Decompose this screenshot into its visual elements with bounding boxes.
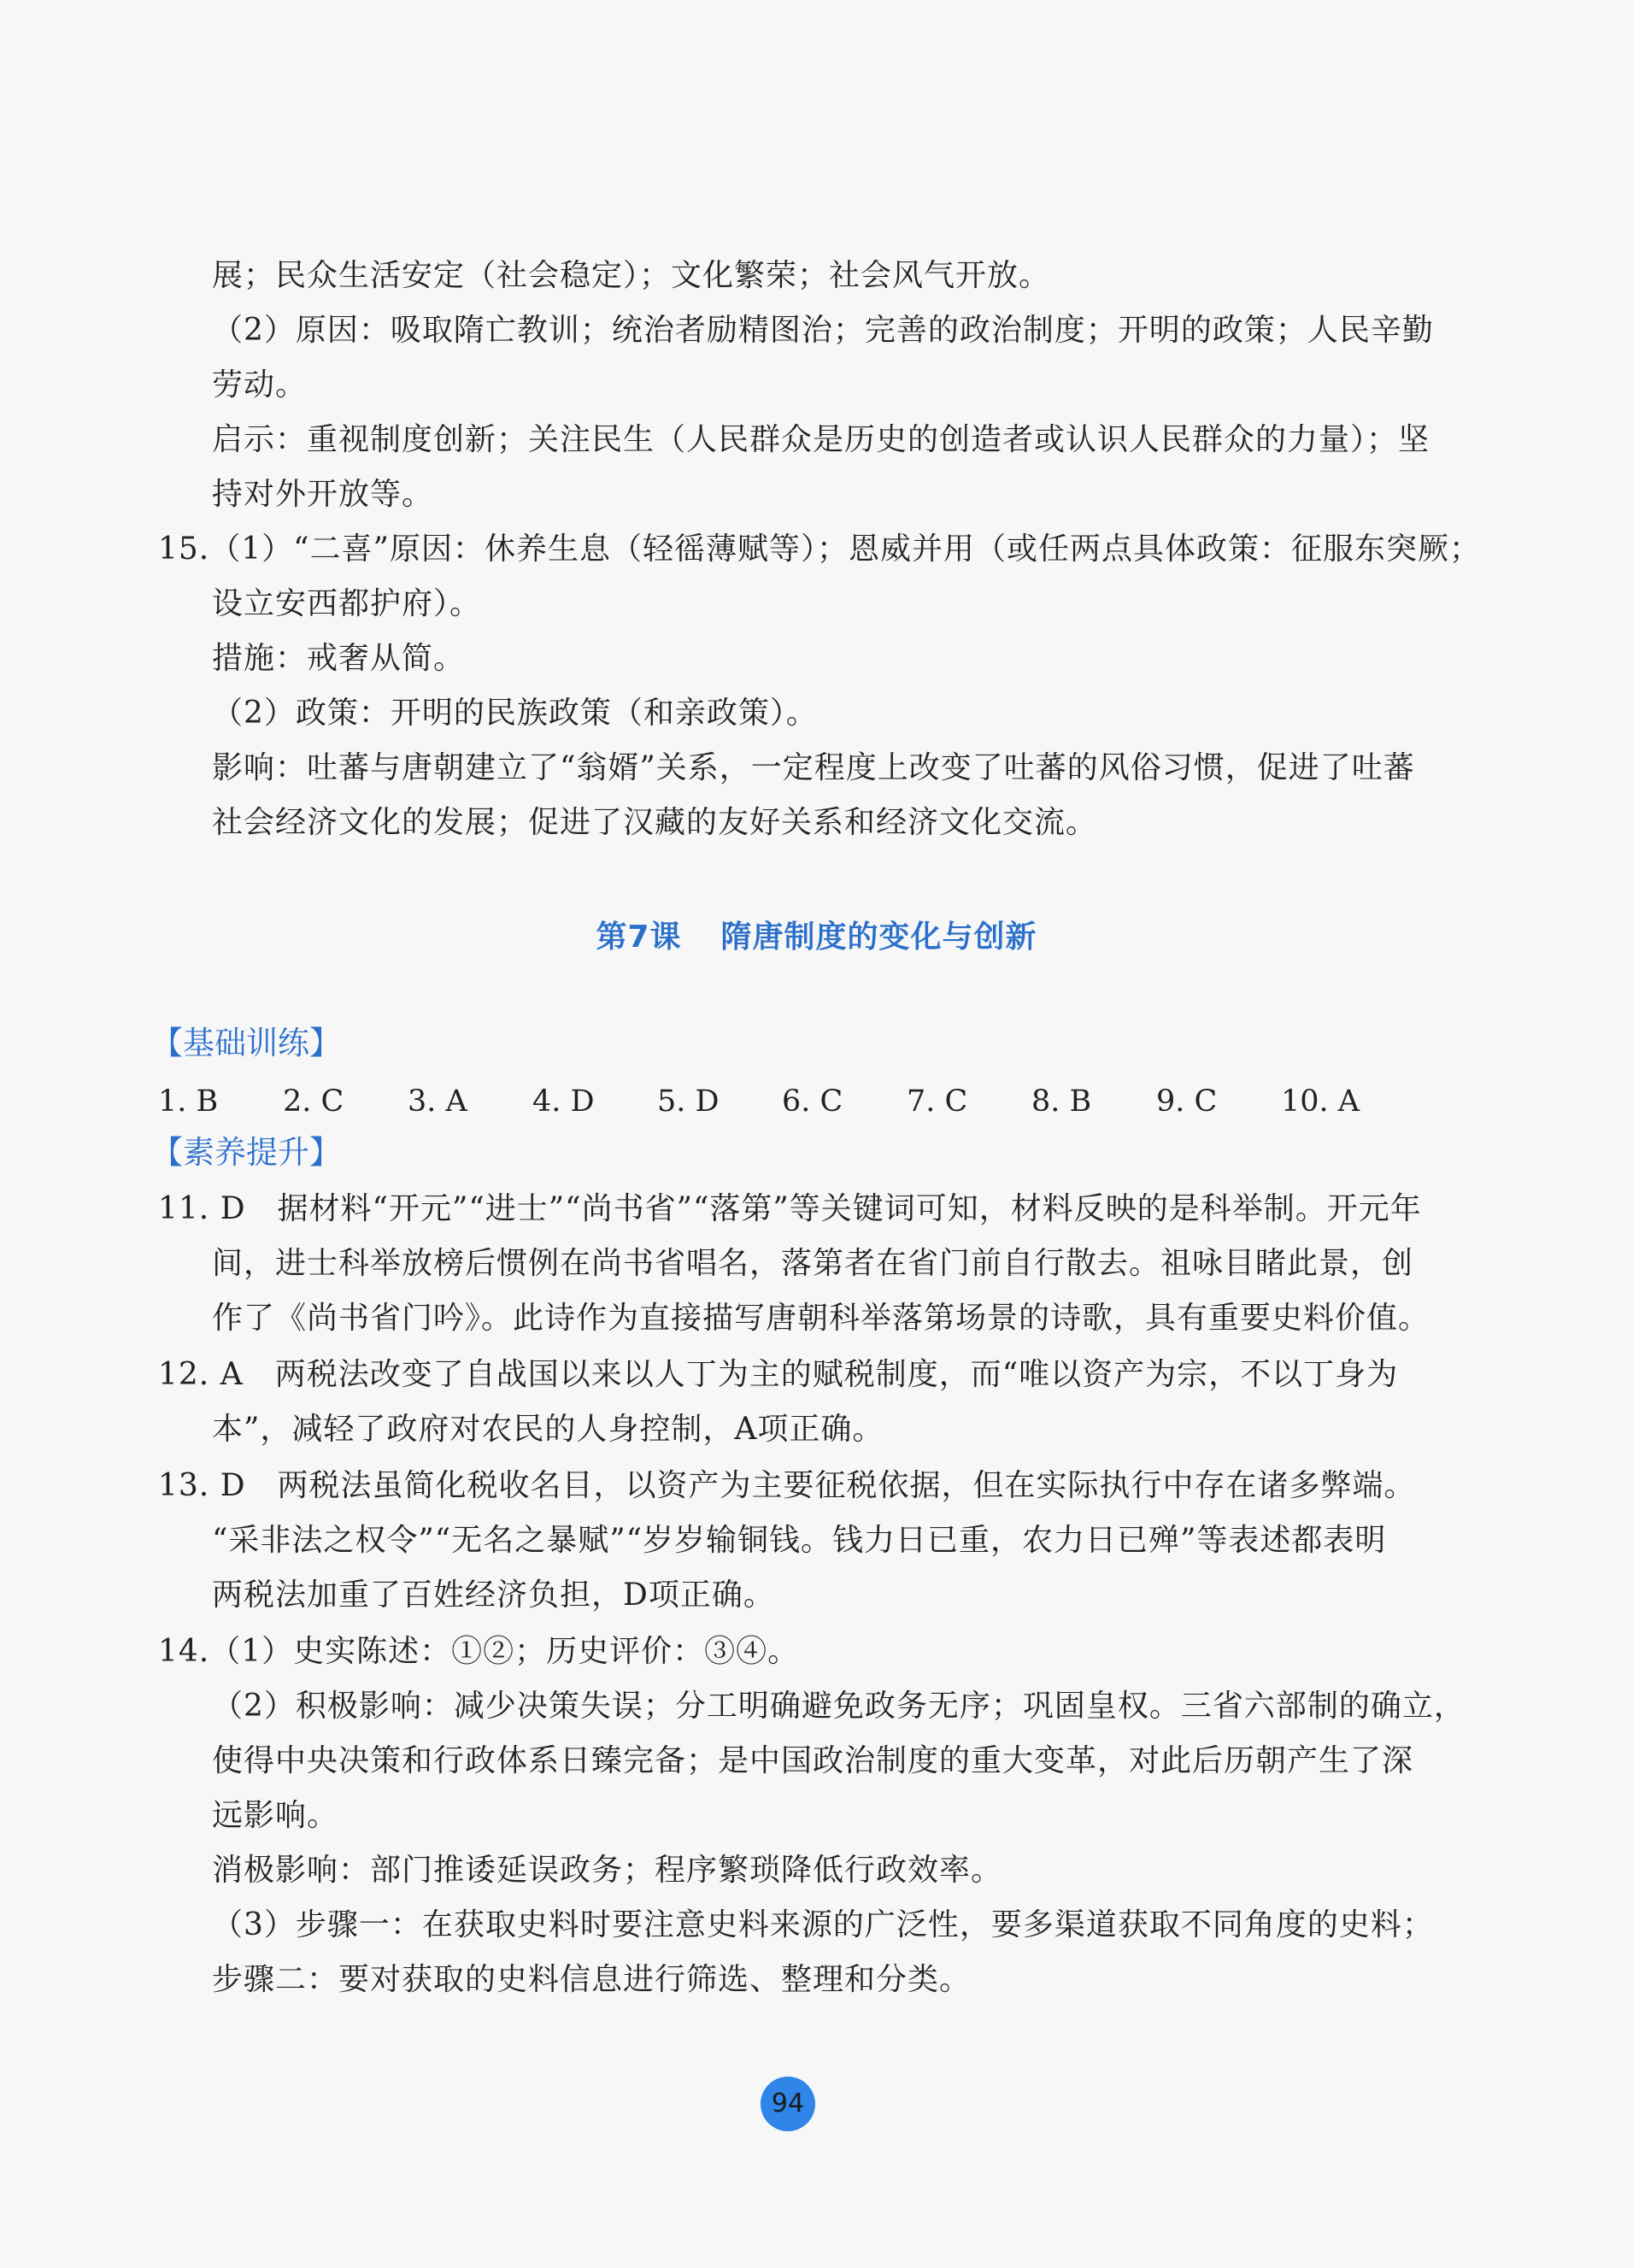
question-14-line: （2）积极影响：减少决策失误；分工明确避免政务无序；巩固皇权。三省六部制的确立， — [212, 1689, 1466, 1724]
answer-item: 9. C — [1156, 1084, 1218, 1119]
question-14-line: 远影响。 — [212, 1798, 339, 1833]
text-line: 劳动。 — [212, 367, 308, 402]
question-14-line: （3）步骤一：在获取史料时要注意史料来源的广泛性，要多渠道获取不同角度的史料； — [212, 1907, 1434, 1942]
lesson-title — [0, 913, 1633, 956]
answer-item: 3. A — [408, 1084, 467, 1119]
question-14-line: 消极影响：部门推诿延误政务；程序繁琐降低行政效率。 — [212, 1853, 1003, 1888]
text-line: 启示：重视制度创新；关注民生（人民群众是历史的创造者或认识人民群众的力量）；坚 — [212, 422, 1430, 457]
question-15-line: 社会经济文化的发展；促进了汉藏的友好关系和经济文化交流。 — [212, 805, 1098, 840]
question-11-line: 作了《尚书省门吟》。此诗作为直接描写唐朝科举落第场景的诗歌，具有重要史料价值。 — [212, 1301, 1430, 1336]
question-15-line: 设立安西都护府）。 — [212, 586, 482, 621]
lesson-number: 第7课 — [596, 920, 682, 955]
question-13-line: 两税法加重了百姓经济负担，D项正确。 — [212, 1578, 775, 1613]
lesson-name: 隋唐制度的变化与创新 — [720, 920, 1037, 955]
question-15-line: 15.（1）“二喜”原因：休养生息（轻徭薄赋等）；恩威并用（或任两点具体政策：征服东突厥； — [158, 532, 1481, 567]
question-14-line: 使得中央决策和行政体系日臻完备；是中国政治制度的重大变革，对此后历朝产生了深 — [212, 1743, 1414, 1778]
question-13-line: “采非法之权令”“无名之暴赋”“岁岁输铜钱。钱力日已重，农力日已殚”等表述都表明 — [212, 1523, 1387, 1558]
answer-item: 6. C — [782, 1084, 843, 1119]
answer-item: 1. B — [158, 1084, 219, 1119]
page-number-badge: 94 — [761, 2077, 815, 2131]
question-14-line: 14.（1）史实陈述：①②；历史评价：③④。 — [158, 1634, 800, 1669]
section-heading-basic: 【基础训练】 — [151, 1025, 341, 1061]
question-14-line: 步骤二：要对获取的史料信息进行筛选、整理和分类。 — [212, 1962, 972, 1997]
text-line: 持对外开放等。 — [212, 477, 434, 512]
question-15-line: 影响：吐蕃与唐朝建立了“翁婿”关系，一定程度上改变了吐蕃的风俗习惯，促进了吐蕃 — [212, 750, 1415, 785]
question-12-line: 本”，减轻了政府对农民的人身控制，A项正确。 — [212, 1412, 884, 1447]
answer-item: 8. B — [1031, 1084, 1092, 1119]
question-11-line: 11. D 据材料“开元”“进士”“尚书省”“落第”等关键词可知，材料反映的是科举制。开元年 — [158, 1191, 1422, 1226]
section-heading-advanced: 【素养提升】 — [151, 1134, 341, 1171]
question-12-line: 12. A 两税法改变了自战国以来以人丁为主的赋税制度，而“唯以资产为宗，不以丁身为 — [158, 1357, 1399, 1392]
text-line: 展；民众生活安定（社会稳定）；文化繁荣；社会风气开放。 — [212, 258, 1051, 293]
question-15-line: 措施：戒奢从简。 — [212, 641, 466, 676]
text-line: （2）原因：吸取隋亡教训；统治者励精图治；完善的政治制度；开明的政策；人民辛勤 — [212, 313, 1434, 348]
answer-item: 2. C — [283, 1084, 344, 1119]
question-15-line: （2）政策：开明的民族政策（和亲政策）。 — [212, 696, 818, 731]
answer-item: 5. D — [657, 1084, 720, 1119]
answer-item: 7. C — [907, 1084, 968, 1119]
question-11-line: 间，进士科举放榜后惯例在尚书省唱名，落第者在省门前自行散去。祖咏目睹此景，创 — [212, 1246, 1414, 1281]
question-13-line: 13. D 两税法虽简化税收名目，以资产为主要征税依据，但在实际执行中存在诸多弊端。 — [158, 1468, 1416, 1503]
answer-item: 10. A — [1281, 1084, 1360, 1119]
answer-item: 4. D — [532, 1084, 595, 1119]
